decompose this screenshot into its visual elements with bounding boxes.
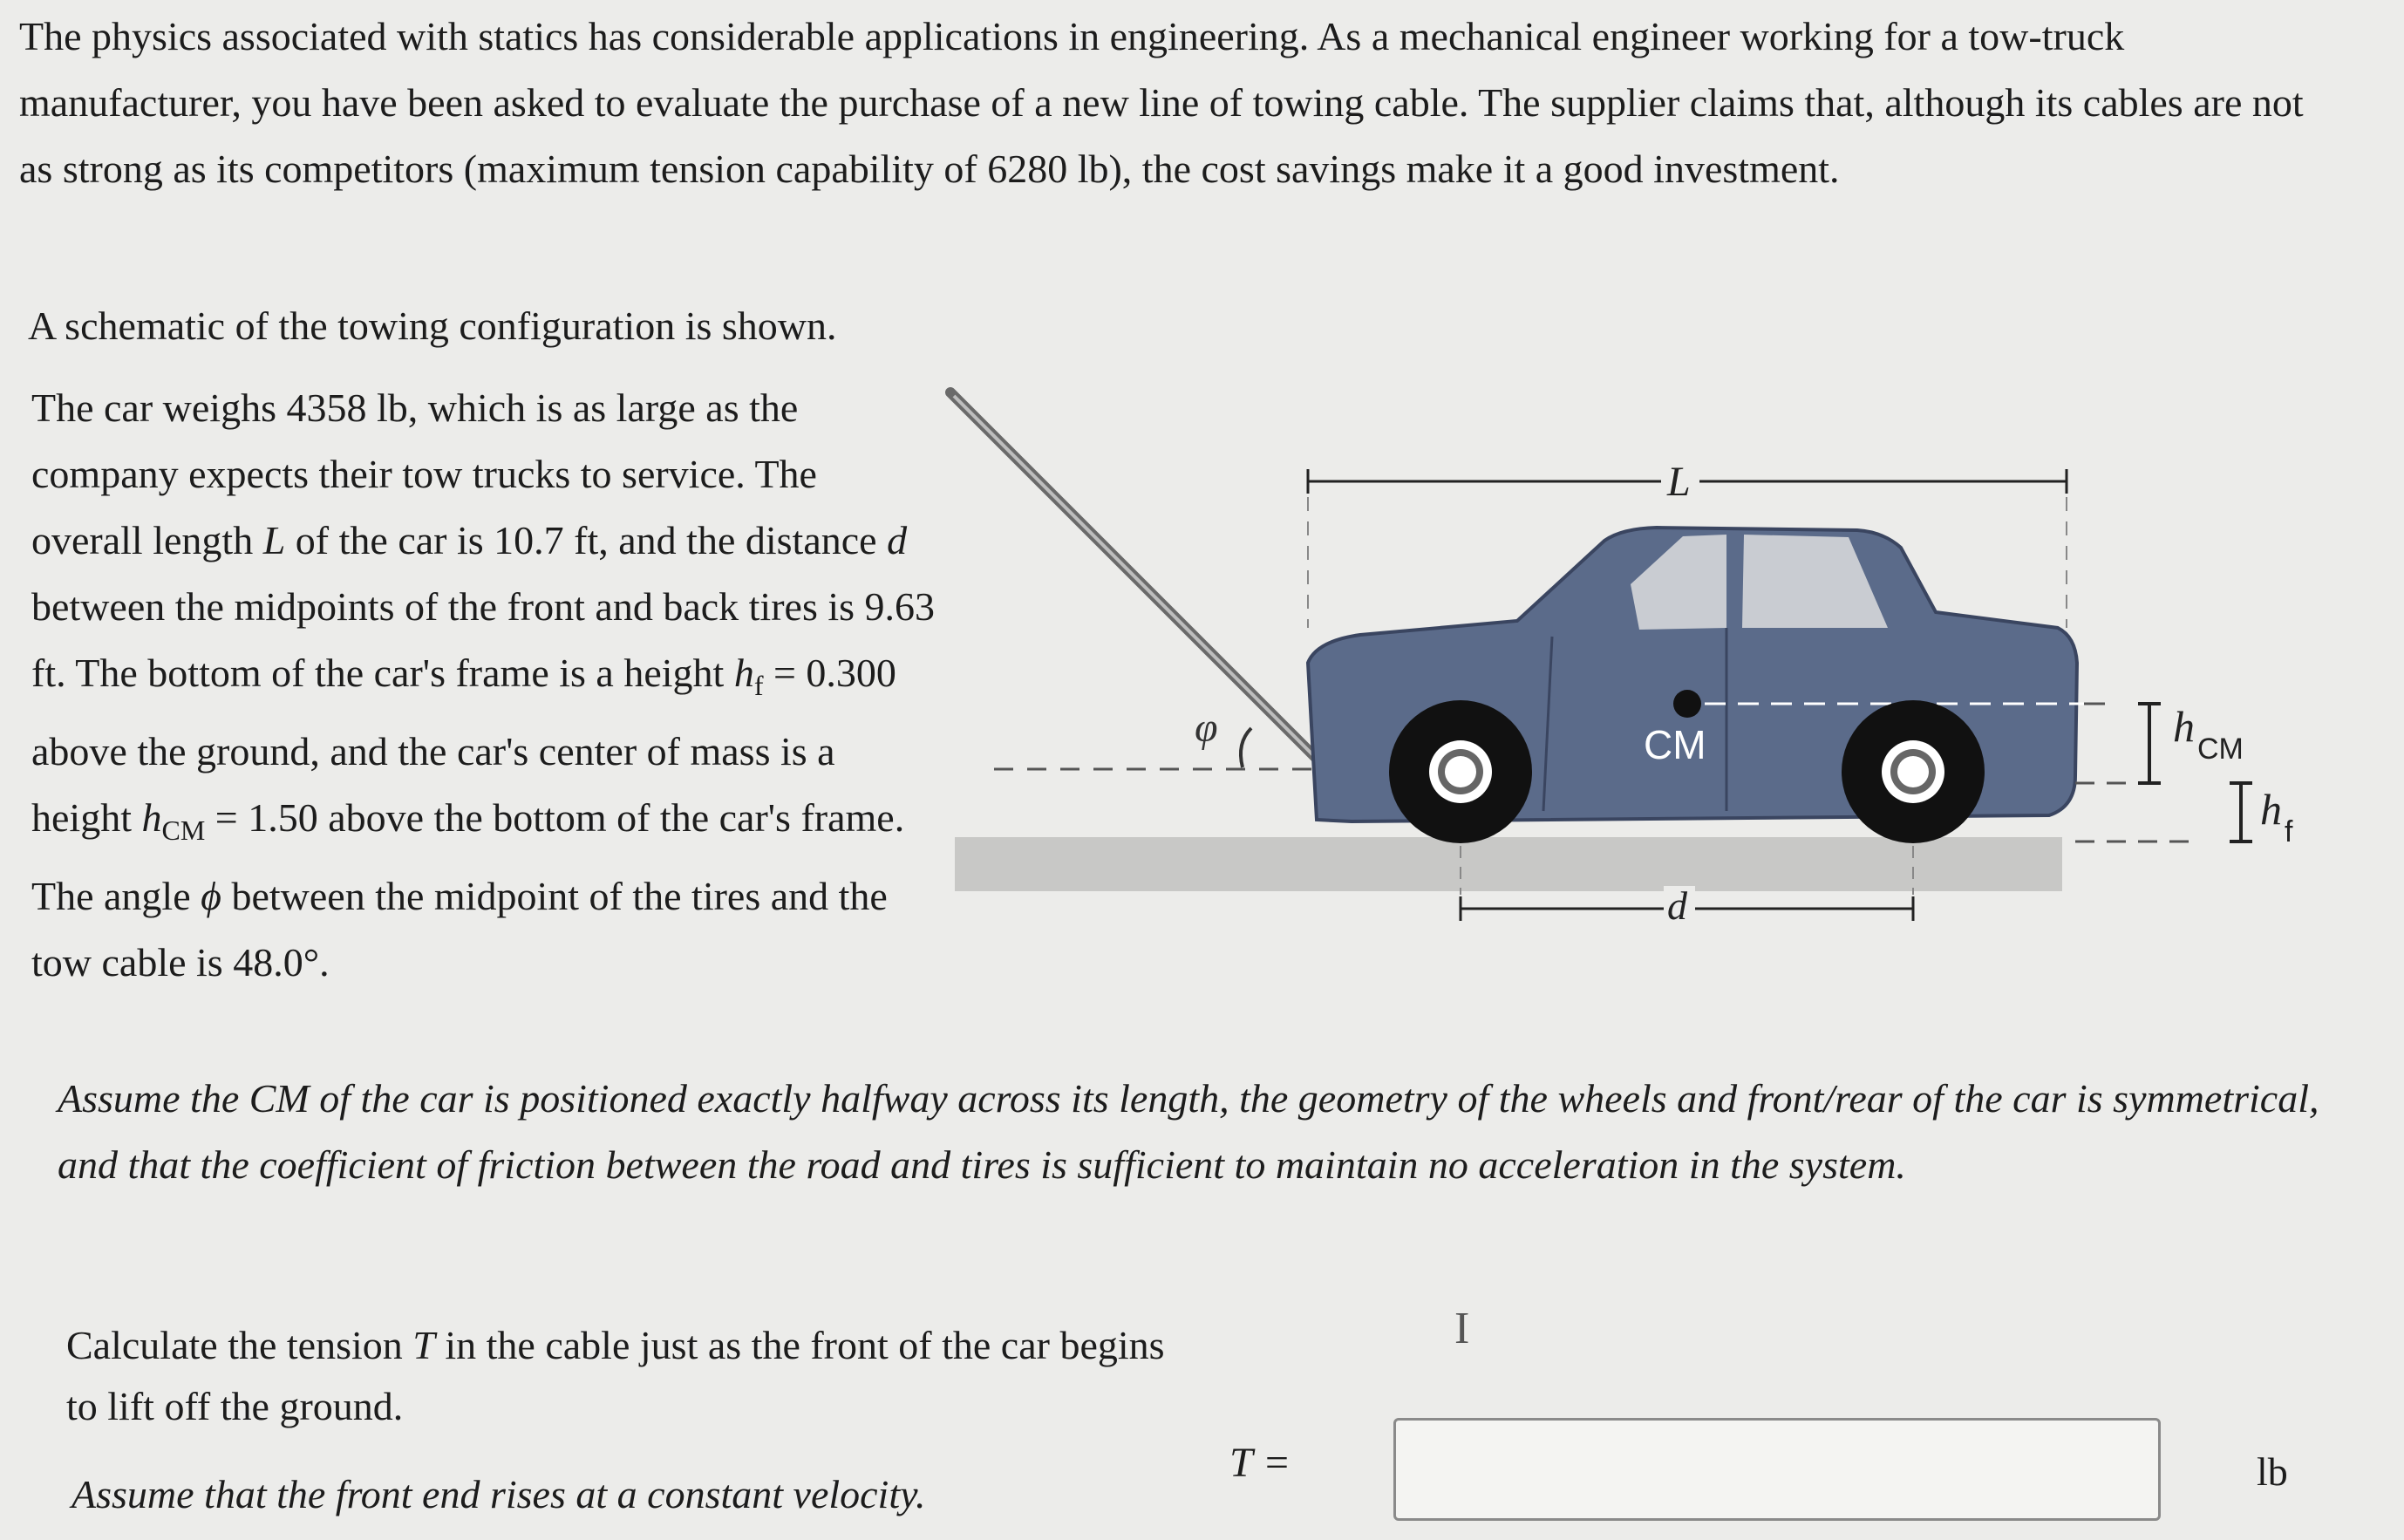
hf-label: h xyxy=(2260,785,2282,834)
problem-description: The car weighs 4358 lb, which is as large as the company expects their tow trucks to service. The overall length L of the car is 10.7 ft, and the distance d between the midpoints of the front and back tires is 9.63 ft. The bottom of the car's frame is a height $h_f = 0.300$ above the ground, and the car's center of mass is a height $h_{CM} = 1.50$ above the bottom of the car's frame. The angle ϕ between the midpoint of the tires and the tow cable is 48.0°. xyxy=(31,385,936,985)
L-label: L xyxy=(1667,459,1691,505)
ground xyxy=(955,837,2062,891)
cm-label: CM xyxy=(1644,722,1706,767)
var-phi: ϕ xyxy=(201,874,221,919)
var-d: d xyxy=(887,518,908,562)
towing-diagram xyxy=(942,375,2354,933)
var-hf: h xyxy=(733,651,754,695)
tension-answer-input[interactable] xyxy=(1393,1418,2161,1521)
var-T: T xyxy=(412,1323,435,1367)
schematic-intro: A schematic of the towing configuration is shown. xyxy=(28,303,837,348)
var-hcm: h xyxy=(141,795,162,841)
hcm-label: h xyxy=(2173,702,2195,751)
problem-intro: The physics associated with statics has considerable applications in engineering. As a mechanical engineer working for a tow-truck manufacturer, you have been asked to evaluate the purchase of a new line of towing cable. The supplier claims that, although its cables are not as strong as its competitors (maximum tension capability of 6280 lb), the cost savings make it a good investment. xyxy=(19,14,2304,191)
svg-text:CM: CM xyxy=(2197,733,2244,766)
cm-dot xyxy=(1673,690,1701,718)
question-text: Calculate the tension T in the cable just as the front of the car begins to lift off the ground. xyxy=(66,1323,1165,1428)
svg-text:f: f xyxy=(2285,815,2293,848)
var-L: L xyxy=(262,518,286,562)
phi-label: φ xyxy=(1195,705,1218,751)
front-wheel xyxy=(1389,700,1532,843)
d-label: d xyxy=(1667,883,1687,928)
assumption-text: Assume the CM of the car is positioned exactly halfway across its length, the geometry of the wheels and front/rear of the car is symmetrical, and that the coefficient of friction between the road and tires is sufficient to maintain no acceleration in the system. xyxy=(58,1076,2319,1187)
answer-label: T = xyxy=(1229,1440,1291,1486)
text-cursor-icon: I xyxy=(1454,1304,1470,1353)
question-assumption: Assume that the front end rises at a constant velocity. xyxy=(72,1472,926,1516)
answer-unit: lb xyxy=(2257,1449,2288,1494)
rear-wheel xyxy=(1842,700,1985,843)
